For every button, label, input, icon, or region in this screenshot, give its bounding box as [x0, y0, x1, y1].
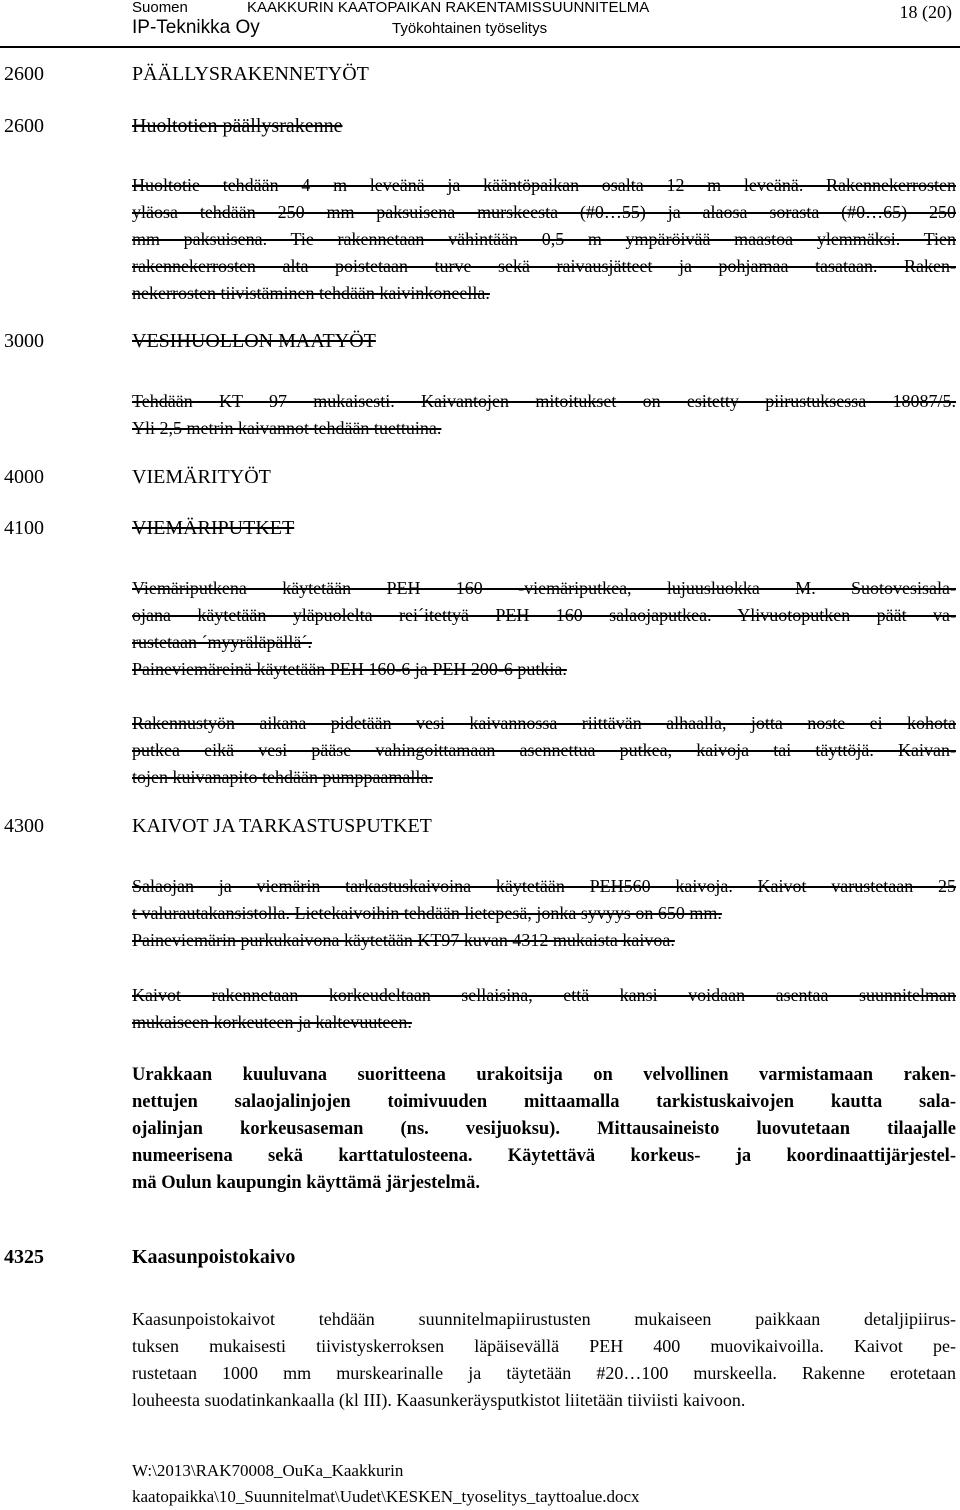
paragraph-4300-contractor	[132, 1062, 956, 1197]
paragraph-line: rustetaan ´myyräläpällä´.	[132, 632, 312, 652]
paragraph-line: rustetaan 1000 mm murskearinalle ja täytetään #20…100 murskeella. Rakenne erotetaan	[132, 1363, 956, 1383]
section-number: 3000	[4, 330, 44, 352]
paragraph-line: rakennekerrosten alta poistetaan turve sekä raivausjätteet ja pohjamaa tasataan. Raken-	[132, 256, 956, 276]
section-4100-heading	[0, 517, 960, 547]
paragraph-line: Paineviemäreinä käytetään PEH 160-6 ja PEH 200-6 putkia.	[132, 659, 567, 679]
section-4000-heading	[0, 466, 960, 496]
footer-file-path: kaatopaikka\10_Suunnitelmat\Uudet\KESKEN_tyoselitys_tayttoalue.docx	[132, 1487, 640, 1506]
paragraph-line: Tehdään KT 97 mukaisesti. Kaivantojen mitoitukset on esitetty piirustuksessa 18087/5.	[132, 391, 956, 411]
section-number: 4100	[4, 517, 44, 539]
paragraph-4100-pipes	[132, 575, 956, 683]
section-3000-heading	[0, 330, 960, 360]
paragraph-4100-drainage	[132, 710, 956, 791]
paragraph-line: Paineviemärin purkukaivona käytetään KT97 kuvan 4312 mukaista kaivoa.	[132, 930, 675, 950]
section-number: 2600	[4, 63, 44, 85]
paragraph-line: ojalinjan korkeusaseman (ns. vesijuoksu). Mittausaineisto luovutetaan tilaajalle	[132, 1119, 956, 1139]
section-title: PÄÄLLYSRAKENNETYÖT	[132, 63, 369, 85]
section-number: 4300	[4, 815, 44, 837]
section-4300-heading	[0, 815, 960, 845]
paragraph-line: Urakkaan kuuluvana suoritteena urakoitsija on velvollinen varmistamaan raken-	[132, 1065, 956, 1085]
paragraph-line: yläosa tehdään 250 mm paksuisena murskeesta (#0…55) ja alaosa sorasta (#0…65) 250	[132, 202, 956, 222]
paragraph-line: Huoltotie tehdään 4 m leveänä ja kääntöpaikan osalta 12 m leveänä. Rakennekerrosten	[132, 175, 956, 195]
page-number: 18 (20)	[899, 2, 952, 22]
header-company: Suomen	[132, 0, 188, 16]
header-author: IP-Teknikka Oy	[132, 17, 260, 38]
paragraph-line: Kaivot rakennetaan korkeudeltaan sellaisina, että kansi voidaan asentaa suunnitelman	[132, 985, 956, 1005]
page-footer	[132, 1458, 640, 1510]
paragraph-line: Yli 2,5 metrin kaivannot tehdään tuettuina.	[132, 418, 442, 438]
paragraph-line: louheesta suodatinkankaalla (kl III). Kaasunkeräysputkistot liitetään tiiviisti kaivoon.	[132, 1390, 746, 1410]
paragraph-line: numeerisena sekä karttatulosteena. Käytettävä korkeus- ja koordinaattijärjestel-	[132, 1146, 956, 1166]
paragraph-line: tuksen mukaisesti tiivistyskerroksen läpäisevällä PEH 400 muovikaivoilla. Kaivot pe-	[132, 1336, 956, 1356]
paragraph-4300-wells	[132, 873, 956, 954]
section-title: Huoltotien päällysrakenne	[132, 115, 343, 137]
paragraph-line: nettujen salaojalinjojen toimivuuden mittaamalla tarkistuskaivojen kautta sala-	[132, 1092, 956, 1112]
section-title: VIEMÄRIPUTKET	[132, 517, 295, 539]
paragraph-line: Rakennustyön aikana pidetään vesi kaivannossa riittävän alhaalla, jotta noste ei kohota	[132, 713, 956, 733]
paragraph-line: mä Oulun kaupungin käyttämä järjestelmä.	[132, 1173, 480, 1193]
page-header	[0, 0, 960, 48]
paragraph-4325	[132, 1306, 956, 1414]
section-title: Kaasunpoistokaivo	[132, 1246, 296, 1268]
header-divider	[0, 46, 960, 48]
footer-file-path: W:\2013\RAK70008_OuKa_Kaakkurin	[132, 1461, 404, 1480]
paragraph-line: mukaiseen korkeuteen ja kaltevuuteen.	[132, 1012, 412, 1032]
section-number: 4000	[4, 466, 44, 488]
paragraph-line: Viemäriputkena käytetään PEH 160 -viemäriputkea, lujuusluokka M. Suotovesisala-	[132, 578, 956, 598]
header-project-title: KAAKKURIN KAATOPAIKAN RAKENTAMISSUUNNITELMA	[247, 0, 650, 16]
paragraph-line: putkea eikä vesi pääse vahingoittamaan asennettua putkea, kaivoja tai täyttöjä. Kaivan-	[132, 740, 956, 760]
paragraph-line: t valurautakansistolla. Lietekaivoihin tehdään lietepesä, jonka syvyys on 650 mm.	[132, 903, 722, 923]
section-title: VIEMÄRITYÖT	[132, 466, 271, 488]
section-4325-heading	[0, 1246, 960, 1276]
header-document-type: Työkohtainen työselitys	[392, 20, 548, 37]
paragraph-line: nekerrosten tiivistäminen tehdään kaivinkoneella.	[132, 283, 490, 303]
paragraph-line: tojen kuivanapito tehdään pumppaamalla.	[132, 767, 433, 787]
section-number: 2600	[4, 115, 44, 137]
paragraph-line: ojana käytetään yläpuolelta rei´itettyä PEH 160 salaojaputkea. Ylivuotoputken päät va-	[132, 605, 956, 625]
section-title: VESIHUOLLON MAATYÖT	[132, 330, 376, 352]
paragraph-3000	[132, 388, 956, 442]
paragraph-line: Kaasunpoistokaivot tehdään suunnitelmapiirustusten mukaiseen paikkaan detaljipiirus-	[132, 1309, 956, 1329]
paragraph-line: Salaojan ja viemärin tarkastuskaivoina käytetään PEH560 kaivoja. Kaivot varustetaan 25	[132, 876, 956, 896]
paragraph-4300-height	[132, 982, 956, 1036]
section-2600-subheading	[0, 115, 960, 145]
section-title: KAIVOT JA TARKASTUSPUTKET	[132, 815, 432, 837]
section-number: 4325	[4, 1246, 44, 1268]
paragraph-line: mm paksuisena. Tie rakennetaan vähintään 0,5 m ympäröivää maastoa ylemmäksi. Tien	[132, 229, 956, 249]
paragraph-2600	[132, 172, 956, 307]
section-2600-heading	[0, 63, 960, 93]
